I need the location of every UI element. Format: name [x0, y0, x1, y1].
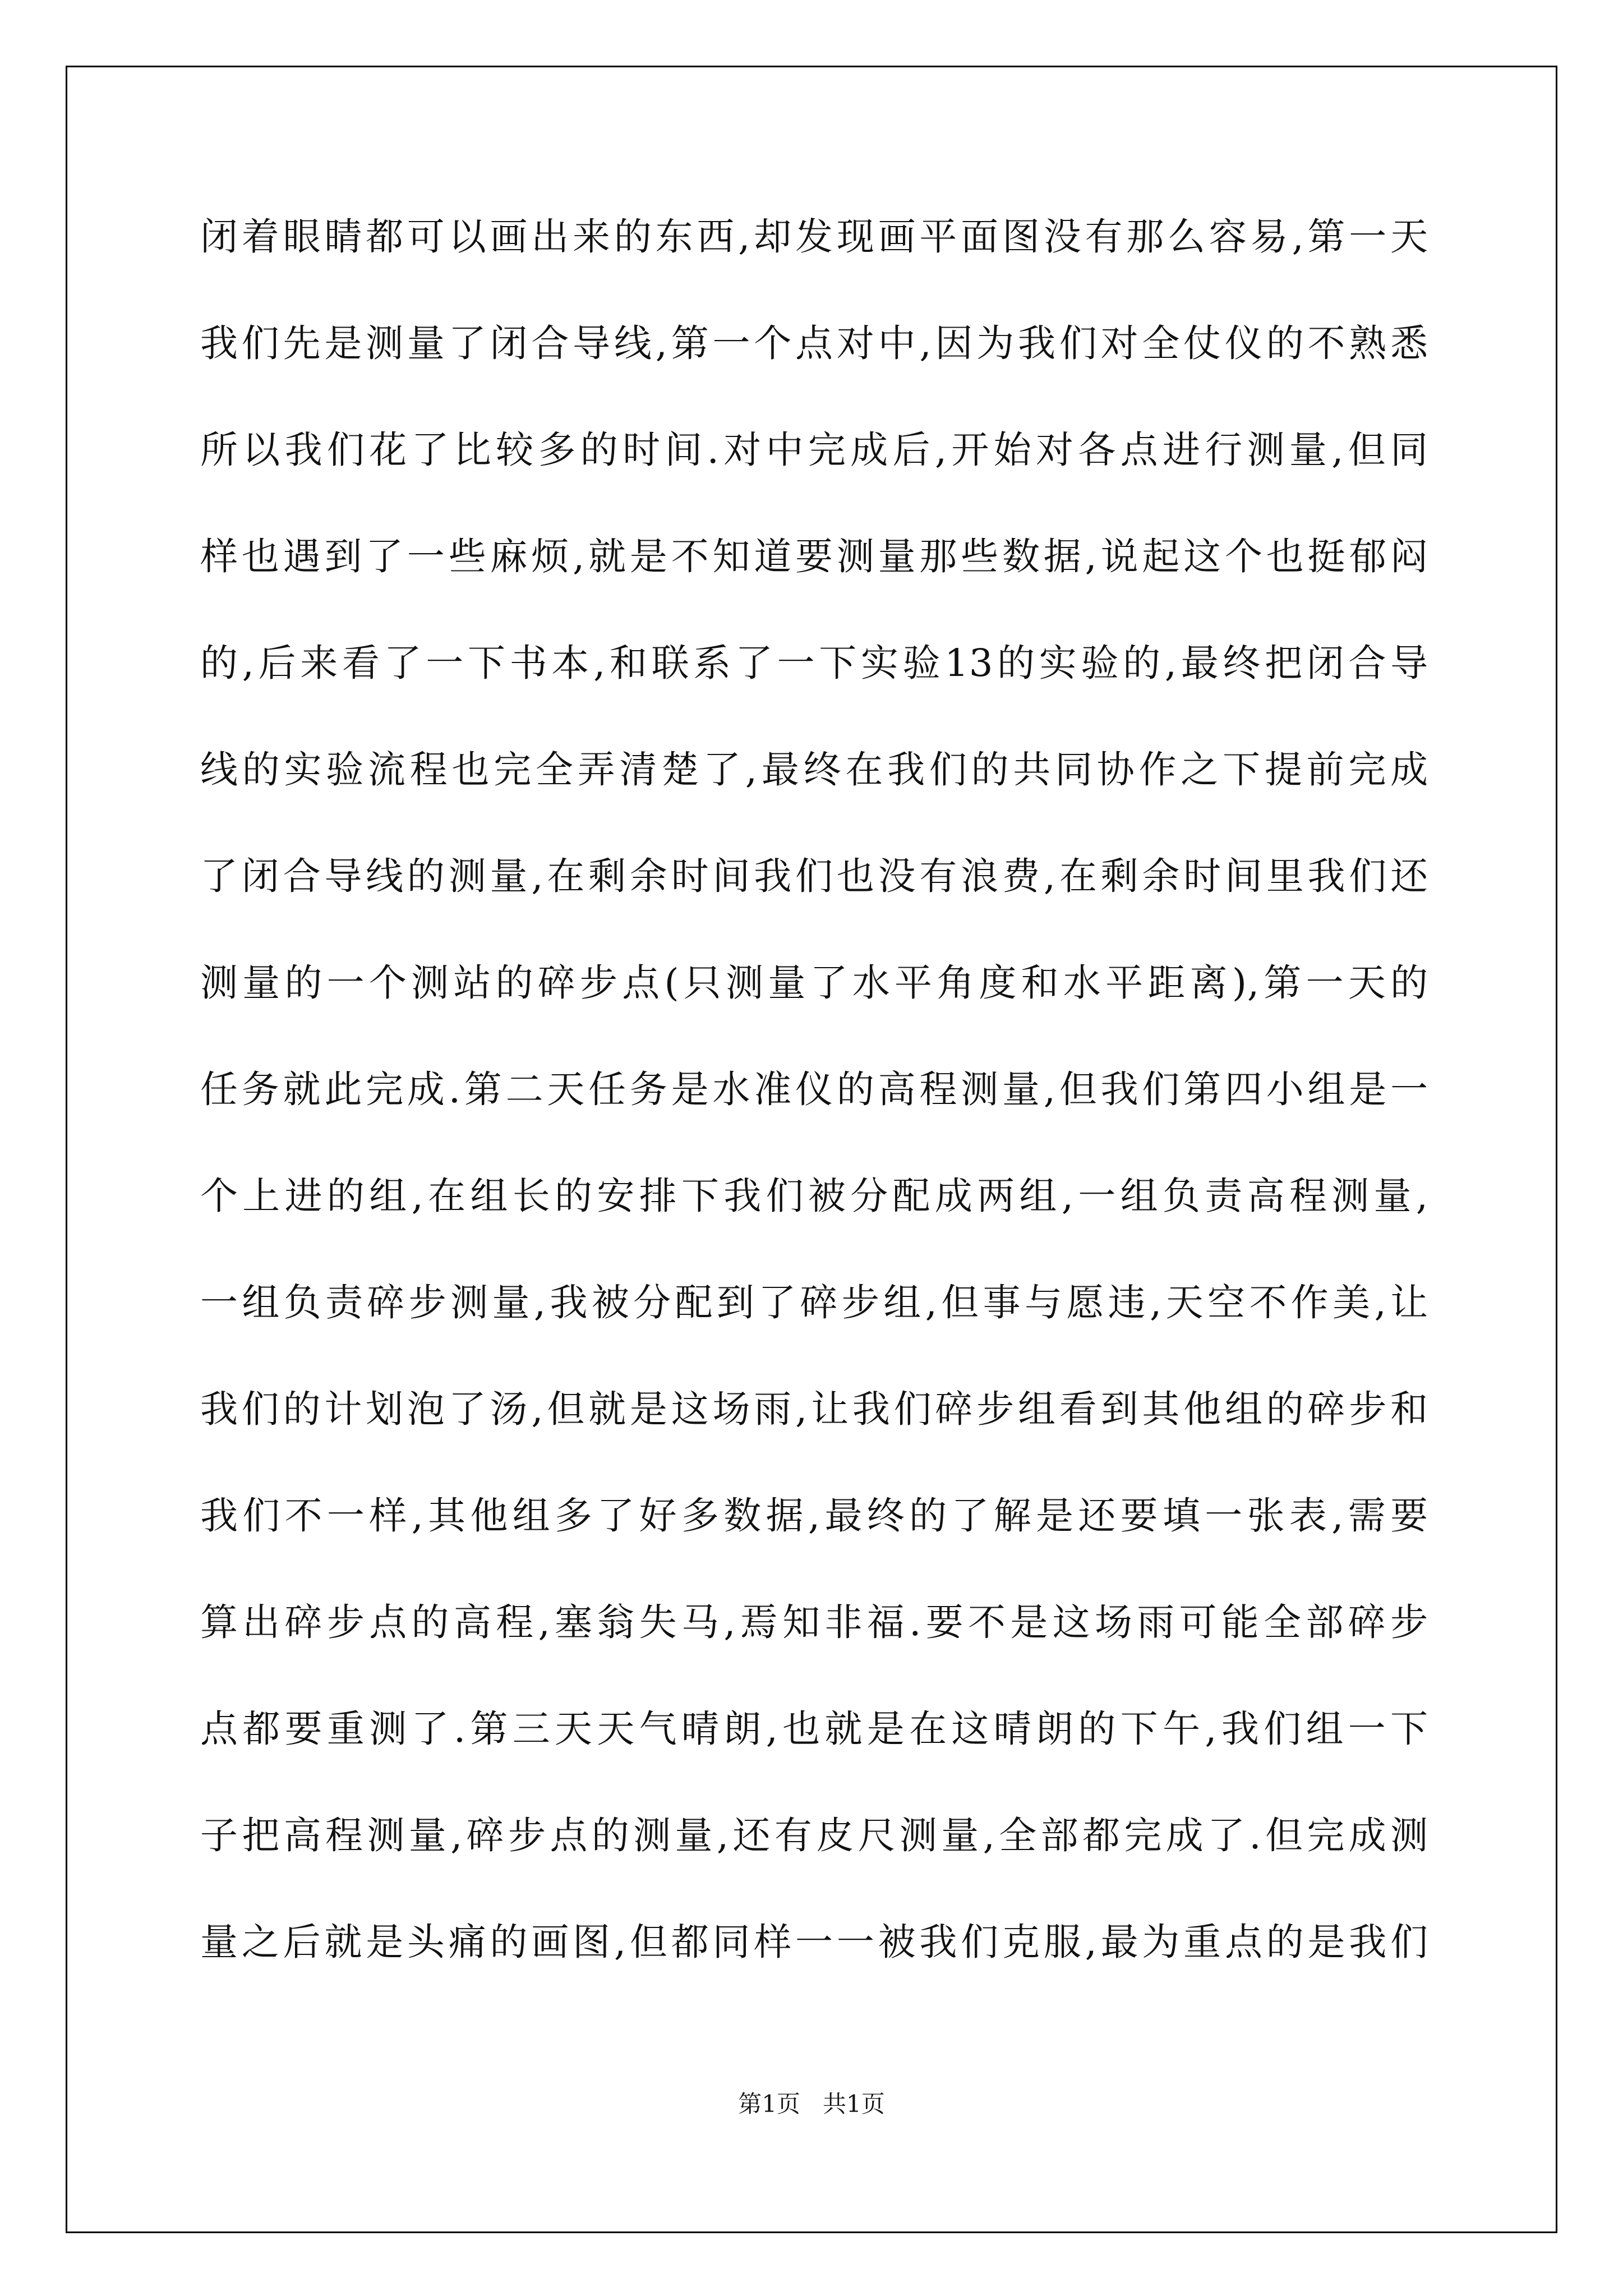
text-line: 了闭合导线的测量,在剩余时间我们也没有浪费,在剩余时间里我们还 — [200, 854, 1428, 898]
text-line: 所以我们花了比较多的时间.对中完成后,开始对各点进行测量,但同 — [200, 428, 1428, 472]
text-line: 点都要重测了.第三天天气晴朗,也就是在这晴朗的下午,我们组一下 — [200, 1707, 1428, 1751]
text-line: 线的实验流程也完全弄清楚了,最终在我们的共同协作之下提前完成 — [200, 748, 1428, 792]
text-line: 我们的计划泡了汤,但就是这场雨,让我们碎步组看到其他组的碎步和 — [200, 1387, 1428, 1431]
text-line: 闭着眼睛都可以画出来的东西,却发现画平面图没有那么容易,第一天 — [200, 215, 1428, 259]
document-body — [200, 214, 1428, 2026]
text-line: 一组负责碎步测量,我被分配到了碎步组,但事与愿违,天空不作美,让 — [200, 1281, 1428, 1324]
text-line: 的,后来看了一下书本,和联系了一下实验13的实验的,最终把闭合导 — [200, 641, 1428, 685]
text-line: 算出碎步点的高程,塞翁失马,焉知非福.要不是这场雨可能全部碎步 — [200, 1600, 1428, 1644]
text-line: 个上进的组,在组长的安排下我们被分配成两组,一组负责高程测量, — [200, 1174, 1428, 1218]
text-line: 我们先是测量了闭合导线,第一个点对中,因为我们对全仗仪的不熟悉 — [200, 321, 1428, 365]
page-number-footer: 第1页 共1页 — [738, 2090, 885, 2118]
text-line: 测量的一个测站的碎步点(只测量了水平角度和水平距离),第一天的 — [200, 961, 1428, 1005]
text-line: 我们不一样,其他组多了好多数据,最终的了解是还要填一张表,需要 — [200, 1494, 1428, 1538]
text-line: 量之后就是头痛的画图,但都同样一一被我们克服,最为重点的是我们 — [200, 1920, 1428, 1964]
text-line: 任务就此完成.第二天任务是水准仪的高程测量,但我们第四小组是一 — [200, 1068, 1428, 1111]
text-line: 样也遇到了一些麻烦,就是不知道要测量那些数据,说起这个也挺郁闷 — [200, 535, 1428, 578]
text-line: 子把高程测量,碎步点的测量,还有皮尺测量,全部都完成了.但完成测 — [200, 1814, 1428, 1857]
